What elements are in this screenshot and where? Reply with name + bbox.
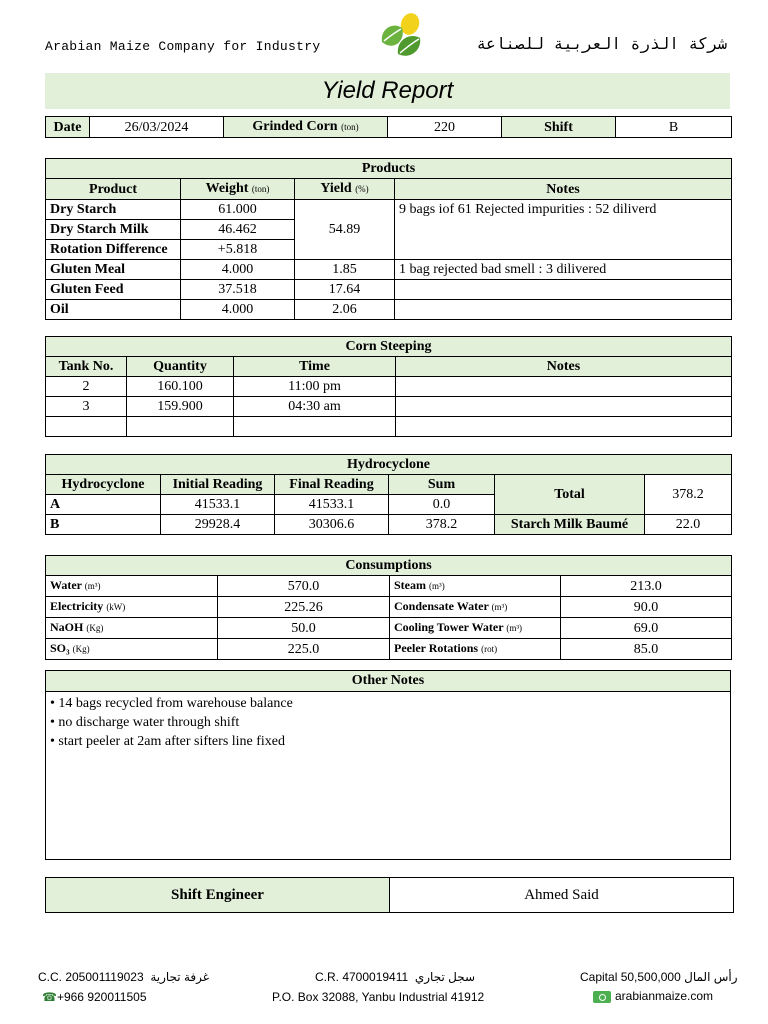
tank-quantity: 159.900 [127,397,234,417]
report-info-table [45,116,732,138]
shift-engineer-name: Ahmed Said [390,878,734,913]
weight-unit: (ton) [251,184,270,194]
hydro-final: 41533.1 [275,495,389,515]
grinded-corn-value: 220 [388,117,502,138]
consumption-unit: (kW) [106,602,126,612]
consumption-label [46,639,218,660]
hydro-header-initial: Initial Reading [161,475,275,495]
product-notes [395,280,732,300]
hydro-header-name: Hydrocyclone [46,475,161,495]
hydro-header-final: Final Reading [275,475,389,495]
product-yield: 17.64 [295,280,395,300]
table-row [46,576,732,597]
shift-value: B [616,117,732,138]
consumption-value: 225.0 [218,639,390,660]
product-weight: +5.818 [181,240,295,260]
product-name: Oil [46,300,181,320]
report-title: Yield Report [45,73,730,109]
date-label: Date [46,117,90,138]
consumption-value: 90.0 [561,597,732,618]
consumption-label-text: SO₃ [50,641,70,655]
consumption-label-text: Peeler Rotations [394,641,479,655]
hydro-total-value: 378.2 [645,475,732,515]
tank-notes [396,397,732,417]
list-item: • 14 bags recycled from warehouse balance [50,696,293,711]
steeping-header-tank: Tank No. [46,357,127,377]
baume-value: 22.0 [645,515,732,535]
footer-phone [42,990,147,1004]
table-row [46,417,732,437]
footer-website [593,989,713,1003]
hydro-sum: 0.0 [389,495,495,515]
grinded-corn-label-text: Grinded Corn [252,119,338,134]
phone-icon: ☎ [42,990,57,1004]
product-name: Dry Starch [46,200,181,220]
footer-cc-arabic: غرفة تجارية [150,970,210,984]
tank-quantity: 160.100 [127,377,234,397]
consumption-label [390,597,561,618]
product-notes: 1 bag rejected bad smell : 3 dilivered [395,260,732,280]
steeping-title: Corn Steeping [46,337,732,357]
tank-notes [396,417,732,437]
products-table [45,158,732,320]
consumption-label-text: Steam [394,578,426,592]
consumption-label-text: Electricity [50,599,104,613]
tank-notes [396,377,732,397]
tank-number: 2 [46,377,127,397]
product-name: Gluten Meal [46,260,181,280]
consumption-value: 213.0 [561,576,732,597]
footer-cr-arabic: سجل تجاري [414,970,476,984]
shift-engineer-label: Shift Engineer [46,878,390,913]
consumption-label [46,618,218,639]
product-weight: 61.000 [181,200,295,220]
table-row [46,260,732,280]
steeping-header-notes: Notes [396,357,732,377]
consumption-value: 50.0 [218,618,390,639]
consumption-unit: (rot) [481,644,498,654]
products-header-notes: Notes [395,179,732,200]
consumption-label [46,597,218,618]
product-name: Rotation Difference [46,240,181,260]
company-logo-icon [376,10,424,62]
tank-time: 11:00 pm [234,377,396,397]
hydro-name: B [46,515,161,535]
product-weight: 4.000 [181,260,295,280]
footer-cr [315,970,475,984]
product-yield: 1.85 [295,260,395,280]
consumption-unit: (m³) [429,581,445,591]
consumption-unit: (m³) [491,602,508,612]
starch-group-notes: 9 bags iof 61 Rejected impurities : 52 diliverd [395,200,732,260]
weight-header-text: Weight [205,181,249,196]
hydro-total-label: Total [495,475,645,515]
consumption-value: 225.26 [218,597,390,618]
footer-cc [38,970,209,984]
table-row [46,597,732,618]
tank-number: 3 [46,397,127,417]
tank-time [234,417,396,437]
footer-phone-text: +966 920011505 [56,990,147,1004]
shift-label: Shift [502,117,616,138]
document-footer [0,960,768,1020]
hydrocyclone-table [45,454,732,535]
product-name: Dry Starch Milk [46,220,181,240]
table-row [46,200,732,220]
hydro-final: 30306.6 [275,515,389,535]
tank-number [46,417,127,437]
products-header-weight [181,179,295,200]
table-row [46,639,732,660]
footer-website-text: arabianmaize.com [615,989,714,1003]
products-header-product: Product [46,179,181,200]
footer-capital [580,970,738,984]
baume-label: Starch Milk Baumé [495,515,645,535]
other-notes-box [45,670,731,860]
yield-unit: (%) [355,184,369,194]
product-weight: 37.518 [181,280,295,300]
product-name: Gluten Feed [46,280,181,300]
grinded-corn-label [224,117,388,138]
consumption-label [390,576,561,597]
consumption-unit: (Kg) [86,623,104,633]
products-header-yield [295,179,395,200]
list-item: • no discharge water through shift [50,715,240,730]
product-yield: 2.06 [295,300,395,320]
products-title: Products [46,159,732,179]
consumption-label-text: NaOH [50,620,84,634]
product-notes [395,300,732,320]
consumption-label [46,576,218,597]
yield-header-text: Yield [320,181,352,196]
consumption-unit: (Kg) [72,644,90,654]
document-header [0,0,768,70]
starch-group-yield: 54.89 [295,200,395,260]
hydro-initial: 29928.4 [161,515,275,535]
consumption-value: 85.0 [561,639,732,660]
date-value: 26/03/2024 [90,117,224,138]
corn-steeping-table [45,336,732,437]
other-notes-title: Other Notes [46,671,730,692]
table-row [46,397,732,417]
consumption-label-text: Cooling Tower Water [394,620,504,634]
other-notes-list [46,692,730,753]
consumption-value: 570.0 [218,576,390,597]
company-name-arabic: شركة الذرة العربية للصناعة [476,34,727,53]
shift-engineer-table [45,877,734,913]
consumption-unit: (m³) [506,623,523,633]
list-item: • start peeler at 2am after sifters line fixed [50,734,286,749]
hydro-initial: 41533.1 [161,495,275,515]
product-weight: 46.462 [181,220,295,240]
table-row [46,300,732,320]
table-row [46,618,732,639]
consumptions-title: Consumptions [46,556,732,576]
footer-cc-text: C.C. 205001119023 [38,970,144,984]
consumptions-table [45,555,732,660]
hydro-title: Hydrocyclone [46,455,732,475]
consumption-label [390,618,561,639]
footer-capital-arabic: رأس المال [684,970,738,984]
footer-address: P.O. Box 32088, Yanbu Industrial 41912 [272,990,485,1004]
tank-quantity [127,417,234,437]
footer-capital-text: Capital 50,500,000 [580,970,681,984]
hydro-name: A [46,495,161,515]
steeping-header-quantity: Quantity [127,357,234,377]
consumption-label-text: Water [50,578,82,592]
table-row [46,280,732,300]
consumption-value: 69.0 [561,618,732,639]
hydro-header-sum: Sum [389,475,495,495]
consumption-unit: (m³) [84,581,101,591]
tank-time: 04:30 am [234,397,396,417]
hydro-sum: 378.2 [389,515,495,535]
table-row [46,377,732,397]
website-icon [593,991,611,1003]
company-name-english: Arabian Maize Company for Industry [45,39,321,54]
steeping-header-time: Time [234,357,396,377]
table-row [46,515,732,535]
consumption-label [390,639,561,660]
footer-cr-text: C.R. 4700019411 [315,970,409,984]
grinded-corn-unit: (ton) [341,122,359,132]
product-weight: 4.000 [181,300,295,320]
consumption-label-text: Condensate Water [394,599,489,613]
